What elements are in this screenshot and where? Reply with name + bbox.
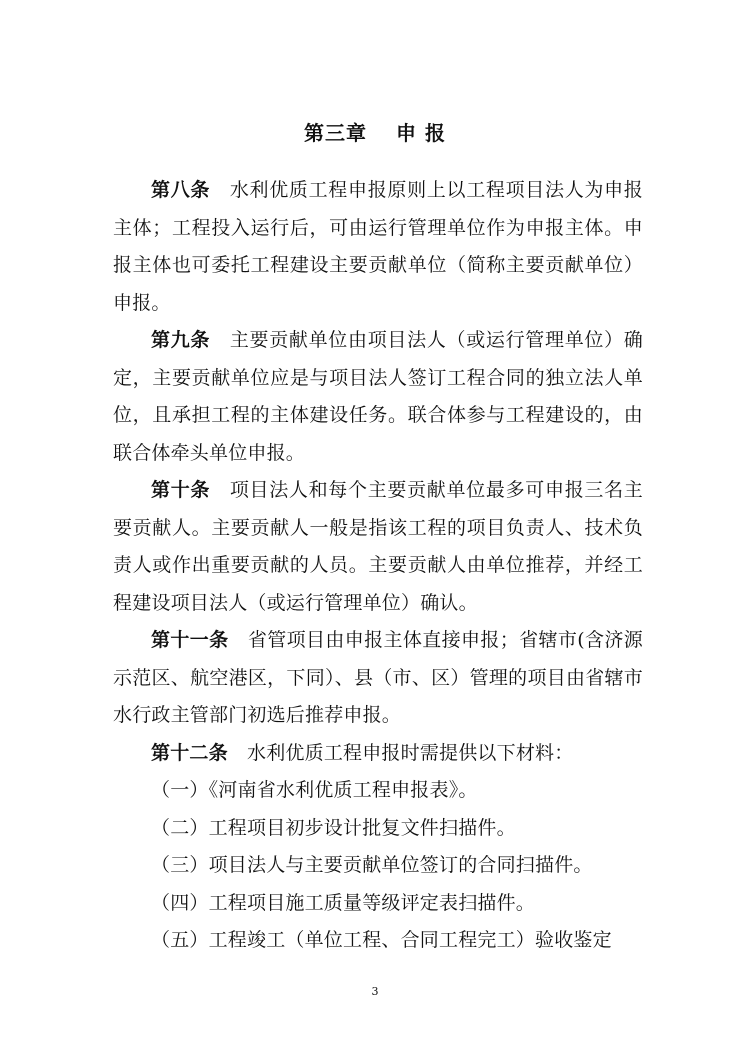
material-item-1: （一）《河南省水利优质工程申报表》。 — [151, 779, 478, 801]
article-text: 省管项目由申报主体直接申报；省辖市(含济源示范区、航空港区，下同）、县（市、区）管理的项目由省辖市水行政主管部门初选后推荐申报。 — [113, 629, 643, 726]
material-item-4: （四）工程项目施工质量等级评定表扫描件。 — [151, 891, 536, 914]
chapter-title: 第三章 申 报 — [304, 121, 446, 145]
article-label: 第八条 — [151, 179, 211, 201]
article-text: 水利优质工程申报时需提供以下材料： — [247, 741, 574, 764]
material-item-5: （五）工程竣工（单位工程、合同工程完工）验收鉴定 — [151, 929, 612, 951]
article-text: 主要贡献单位由项目法人（或运行管理单位）确定，主要贡献单位应是与项目法人签订工程合同的独立法人单位，且承担工程的主体建设任务。联合体参与工程建设的，由联合体牵头单位申报。 — [113, 329, 644, 464]
article-12 — [113, 735, 643, 773]
article-8 — [113, 172, 643, 322]
article-text: 水利优质工程申报原则上以工程项目法人为申报主体；工程投入运行后，可由运行管理单位作为申报主体。申报主体也可委托工程建设主要贡献单位（简称主要贡献单位）申报。 — [113, 179, 644, 314]
article-11 — [113, 622, 643, 735]
article-10 — [113, 472, 643, 622]
document-body — [113, 172, 643, 960]
article-label: 第十条 — [151, 479, 211, 501]
material-item-3: （三）项目法人与主要贡献单位签订的合同扫描件。 — [151, 854, 593, 876]
page-number: 3 — [371, 985, 379, 998]
article-9 — [113, 322, 643, 472]
article-label: 第十一条 — [151, 629, 229, 651]
article-label: 第九条 — [151, 329, 211, 351]
article-text: 项目法人和每个主要贡献单位最多可申报三名主要贡献人。主要贡献人一般是指该工程的项目负责人、技术负责人或作出重要贡献的人员。主要贡献人由单位推荐，并经工程建设项目法人（或运行管理单位）确认。 — [113, 479, 644, 614]
material-item-2: （二）工程项目初步设计批复文件扫描件。 — [151, 816, 516, 839]
article-label: 第十二条 — [151, 741, 228, 764]
